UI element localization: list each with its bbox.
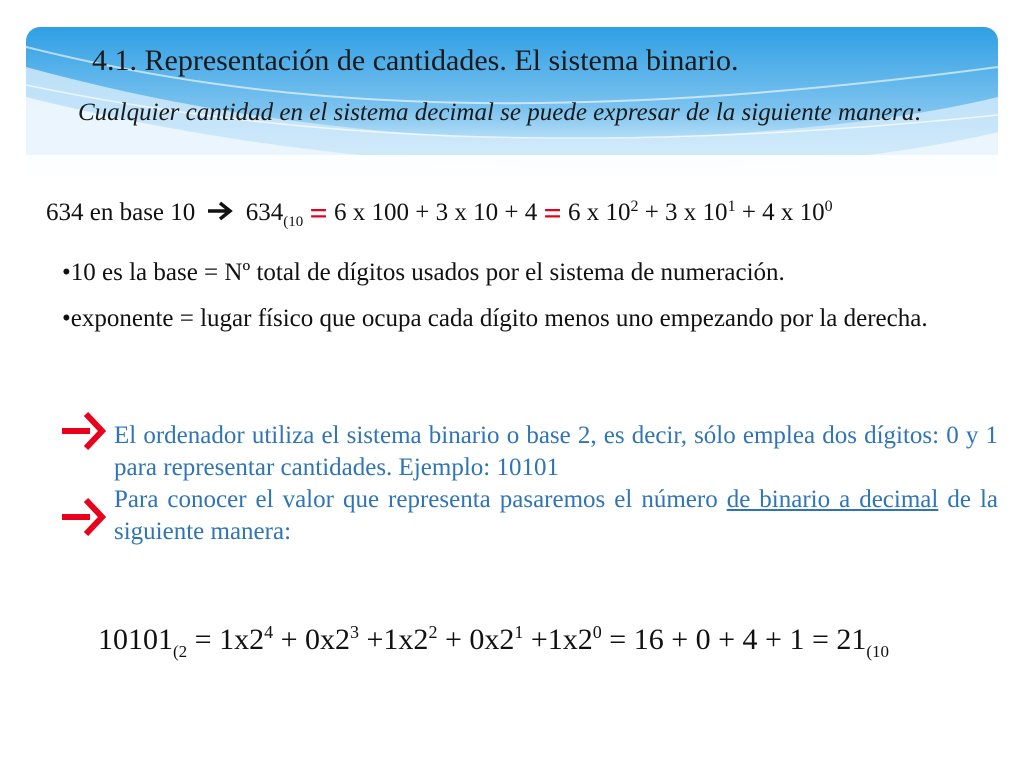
slide-title: 4.1. Representación de cantidades. El sistema binario. xyxy=(92,44,739,77)
bullet-base: •10 es la base = Nº total de dígitos usados por el sistema de numeración. xyxy=(62,259,785,286)
conversion-text-start: Para conocer el valor que representa pasaremos el número xyxy=(114,486,727,513)
binary-term: = 1x2 xyxy=(187,623,265,656)
exponent: 1 xyxy=(514,622,524,642)
result-base: (10 xyxy=(866,642,890,661)
power-term-3: + 4 x 10 xyxy=(735,199,825,226)
formula-base: (10 xyxy=(283,214,304,230)
binary-to-decimal-link[interactable]: de binario a decimal xyxy=(726,486,939,513)
formula-lead: 634 en base 10 xyxy=(46,199,196,226)
formula-value: 634 xyxy=(245,199,284,226)
binary-term: +1x2 xyxy=(359,623,429,656)
binary-term: +1x2 xyxy=(523,623,593,656)
binary-explanation xyxy=(114,420,998,548)
binary-formula xyxy=(98,612,889,672)
intro-text: Cualquier cantidad en el sistema decimal se puede expresar de la siguiente manera: xyxy=(78,99,923,126)
binary-conversion-text xyxy=(114,484,998,548)
exponent: 0 xyxy=(592,622,602,642)
binary-base: (2 xyxy=(173,642,188,661)
bullet-exponent: •exponente = lugar físico que ocupa cada dígito menos uno empezando por la derecha. xyxy=(62,305,928,332)
power-term-1: 6 x 10 xyxy=(567,199,631,226)
equals-sign-red: = xyxy=(309,195,328,231)
equals-sign-red: = xyxy=(543,195,562,231)
power-term-2: + 3 x 10 xyxy=(638,199,728,226)
formula-expansion: 6 x 100 + 3 x 10 + 4 xyxy=(334,199,538,226)
exponent: 1 xyxy=(727,198,736,215)
exponent: 3 xyxy=(350,622,360,642)
binary-term: + 0x2 xyxy=(273,623,351,656)
exponent: 2 xyxy=(428,622,438,642)
red-arrow-icon xyxy=(60,410,106,452)
conversion-text-end: de la siguiente manera: xyxy=(114,486,998,545)
binary-value: 10101 xyxy=(98,623,173,656)
binary-term: + 0x2 xyxy=(437,623,515,656)
right-arrow-icon xyxy=(206,200,236,222)
binary-intro-text: El ordenador utiliza el sistema binario o base 2, es decir, sólo emplea dos dígitos: 0 y 1 para representar cantidades. Ejemplo: 10101 xyxy=(114,422,998,481)
red-arrow-icon xyxy=(60,496,106,538)
exponent: 0 xyxy=(824,198,833,215)
decimal-formula xyxy=(46,190,833,239)
exponent: 2 xyxy=(630,198,639,215)
exponent: 4 xyxy=(264,622,274,642)
binary-sum: = 16 + 0 + 4 + 1 = 21 xyxy=(601,623,867,656)
